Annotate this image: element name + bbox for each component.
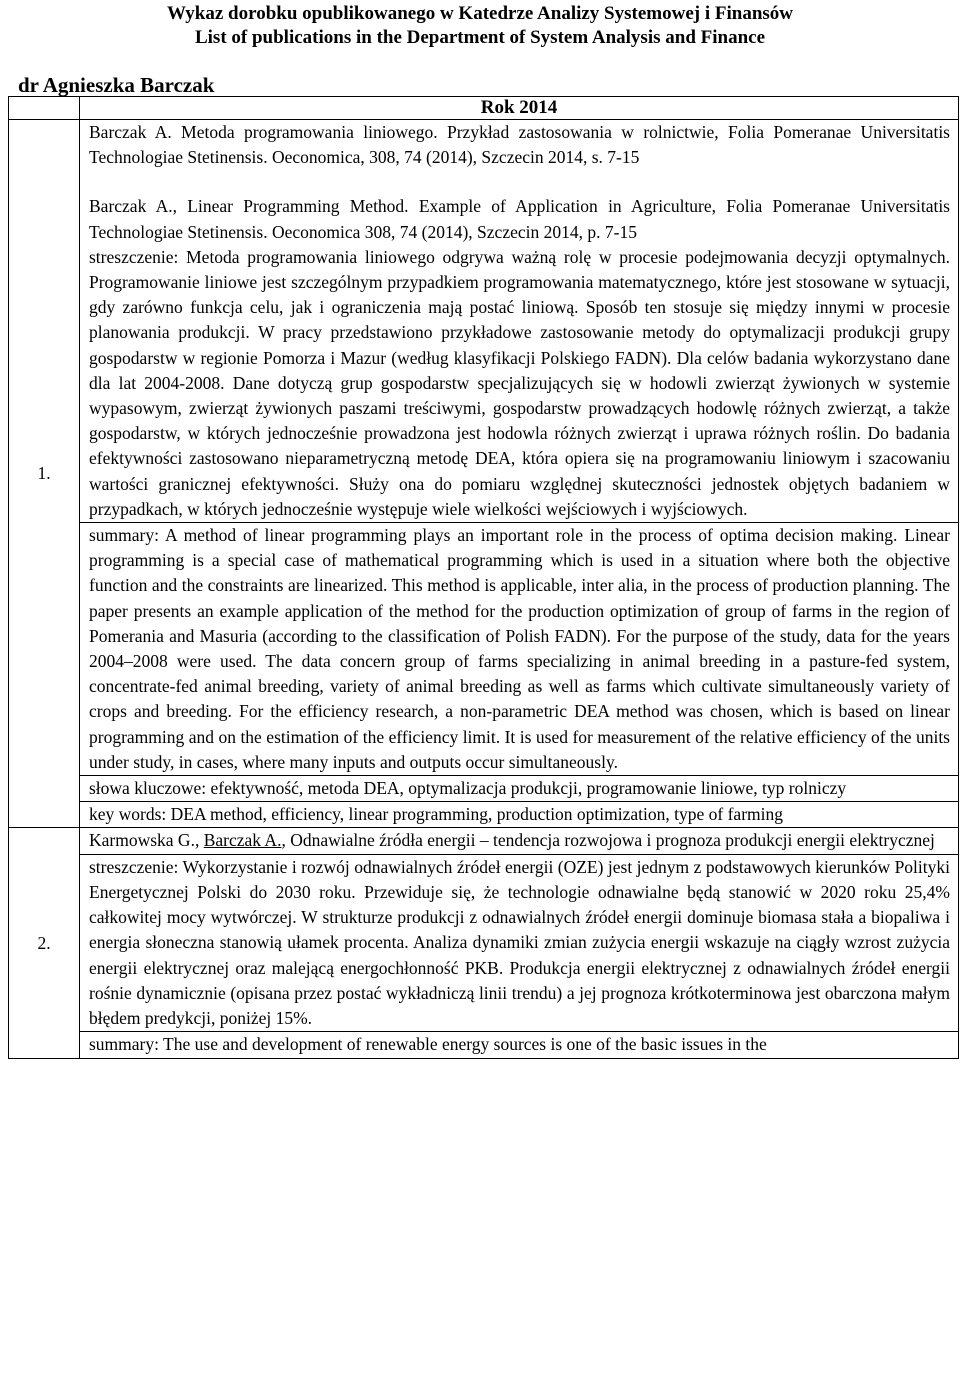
year-heading: Rok 2014 [80, 97, 959, 120]
abstract-english: summary: A method of linear programming plays an important role in the process of optima decision making. Linear programming is a special case of mathematical programming which is used in a situation where both the objective function and the constraints are linearized. This method is applicable, inter alia, in the process of production planning. The paper presents an example application of the method for the production optimization of group of farms in the region of Pomerania and Masuria (according to the classification of Polish FADN). For the purpose of the study, data for the years 2004–2008 were used. The data concern group of farms specializing in animal breeding in a pasture-fed system, concentrate-fed animal breeding, variety of animal breeding as well as farms which cultivate simultaneously variety of crops and breeding. For the efficiency research, a non-parametric DEA method was chosen, which is based on linear programming and on the estimation of the efficiency limit. It is used for measurement of the relative efficiency of the units under study, in cases, where many inputs and outputs occur simultaneously. [80, 523, 959, 776]
publication-citation [80, 828, 959, 854]
publication-keywords-en-row [9, 802, 959, 828]
year-row [9, 97, 959, 120]
abstract-polish: streszczenie: Metoda programowania liniowego odgrywa ważną rolę w procesie podejmowania decyzji optymalnych. Programowanie liniowe jest szczególnym przypadkiem programowania matematycznego, które jest stosowane w sytuacji, gdy zarówno funkcja celu, jak i ograniczenia mają postać liniową. Sposób ten stosuje się między innymi w procesie planowania produkcji. W pracy przedstawiono przykładowe zastosowanie metody do optymalizacji produkcji grupy gospodarstw w regionie Pomorza i Mazur (według klasyfikacji Polskiego FADN). Dla celów badania wykorzystano dane dla lat 2004-2008. Dane dotyczą grup gospodarstw specjalizujących się w hodowli zwierząt żywionych w systemie wypasowym, zwierząt żywionych paszami treściwymi, gospodarstw prowadzących hodowlę różnych zwierząt, a także gospodarstw, w których jednocześnie prowadzona jest hodowla różnych zwierząt i uprawa różnych roślin. Do badania efektywności zastosowano nieparametryczną metodę DEA, która opiera się na programowaniu liniowym i szacowaniu wartości granicznej efektywności. Służy ona do pomiaru względnej skuteczności jednostek objętych badaniem w przypadkach, w których jednocześnie występuje wiele wielkości wejściowych i wyjściowych. [89, 246, 950, 519]
citation-author-first: Karmowska G., [89, 830, 204, 851]
publication-summary-row [9, 523, 959, 776]
publication-citations [80, 120, 959, 523]
title-polish: Wykaz dorobku opublikowanego w Katedrze Analizy Systemowej i Finansów [167, 3, 793, 24]
citation-english: Barczak A., Linear Programming Method. Example of Application in Agriculture, Folia Pomeranae Universitatis Technologiae Stetinensis. Oeconomica 308, 74 (2014), Szczecin 2014, p. 7-15 [89, 196, 950, 242]
citation-polish: Barczak A. Metoda programowania liniowego. Przykład zastosowania w rolnictwie, Folia Pomeranae Universitatis Technologiae Stetinensis. Oeconomica, 308, 74 (2014), Szczecin 2014, s. 7-15 [89, 122, 950, 168]
document-header [0, 2, 960, 50]
year-row-number-cell [9, 97, 80, 120]
publication-row [9, 120, 959, 523]
title-english: List of publications in the Department of System Analysis and Finance [194, 27, 766, 48]
publication-row [9, 828, 959, 854]
abstract-english: summary: The use and development of renewable energy sources is one of the basic issues in the [80, 1032, 959, 1059]
citation-title: , Odnawialne źródła energii – tendencja rozwojowa i prognoza produkcji energii elektrycznej [281, 830, 935, 851]
citation-author-underlined: Barczak A. [203, 830, 282, 851]
abstract-polish: streszczenie: Wykorzystanie i rozwój odnawialnych źródeł energii (OZE) jest jednym z podstawowych kierunków Polityki Energetycznej Polski do 2030 roku. Przewiduje się, że technologie odnawialne będą stanowić w 2020 roku 25,4% całkowitej mocy wytwórczej. W strukturze produkcji z odnawialnych źródeł energii dominuje biomasa stała a biopaliwa i energia słoneczna stanowią ułamek procenta. Analiza dynamiki zmian zużycia energii wskazuje na ciągły wzrost zużycia energii elektrycznej oraz malejącą energochłonność PKB. Produkcja energii elektrycznej z odnawialnych źródeł energii rośnie dynamicznie (opisana przez postać wykładniczą linii trendu) a jej prognoza krótkoterminowa jest obarczona małym błędem predykcji, poniżej 15%. [80, 854, 959, 1031]
publication-abstract-row [9, 854, 959, 1031]
publications-table [8, 96, 959, 1059]
author-name: dr Agnieszka Barczak [18, 73, 215, 97]
keywords-english: key words: DEA method, efficiency, linear programming, production optimization, type of farming [80, 802, 959, 828]
publication-number: 2. [9, 828, 80, 1059]
publication-number: 1. [9, 120, 80, 828]
publication-summary-row [9, 1032, 959, 1059]
publication-keywords-pl-row [9, 776, 959, 802]
keywords-polish: słowa kluczowe: efektywność, metoda DEA, optymalizacja produkcji, programowanie liniowe, typ rolniczy [80, 776, 959, 802]
